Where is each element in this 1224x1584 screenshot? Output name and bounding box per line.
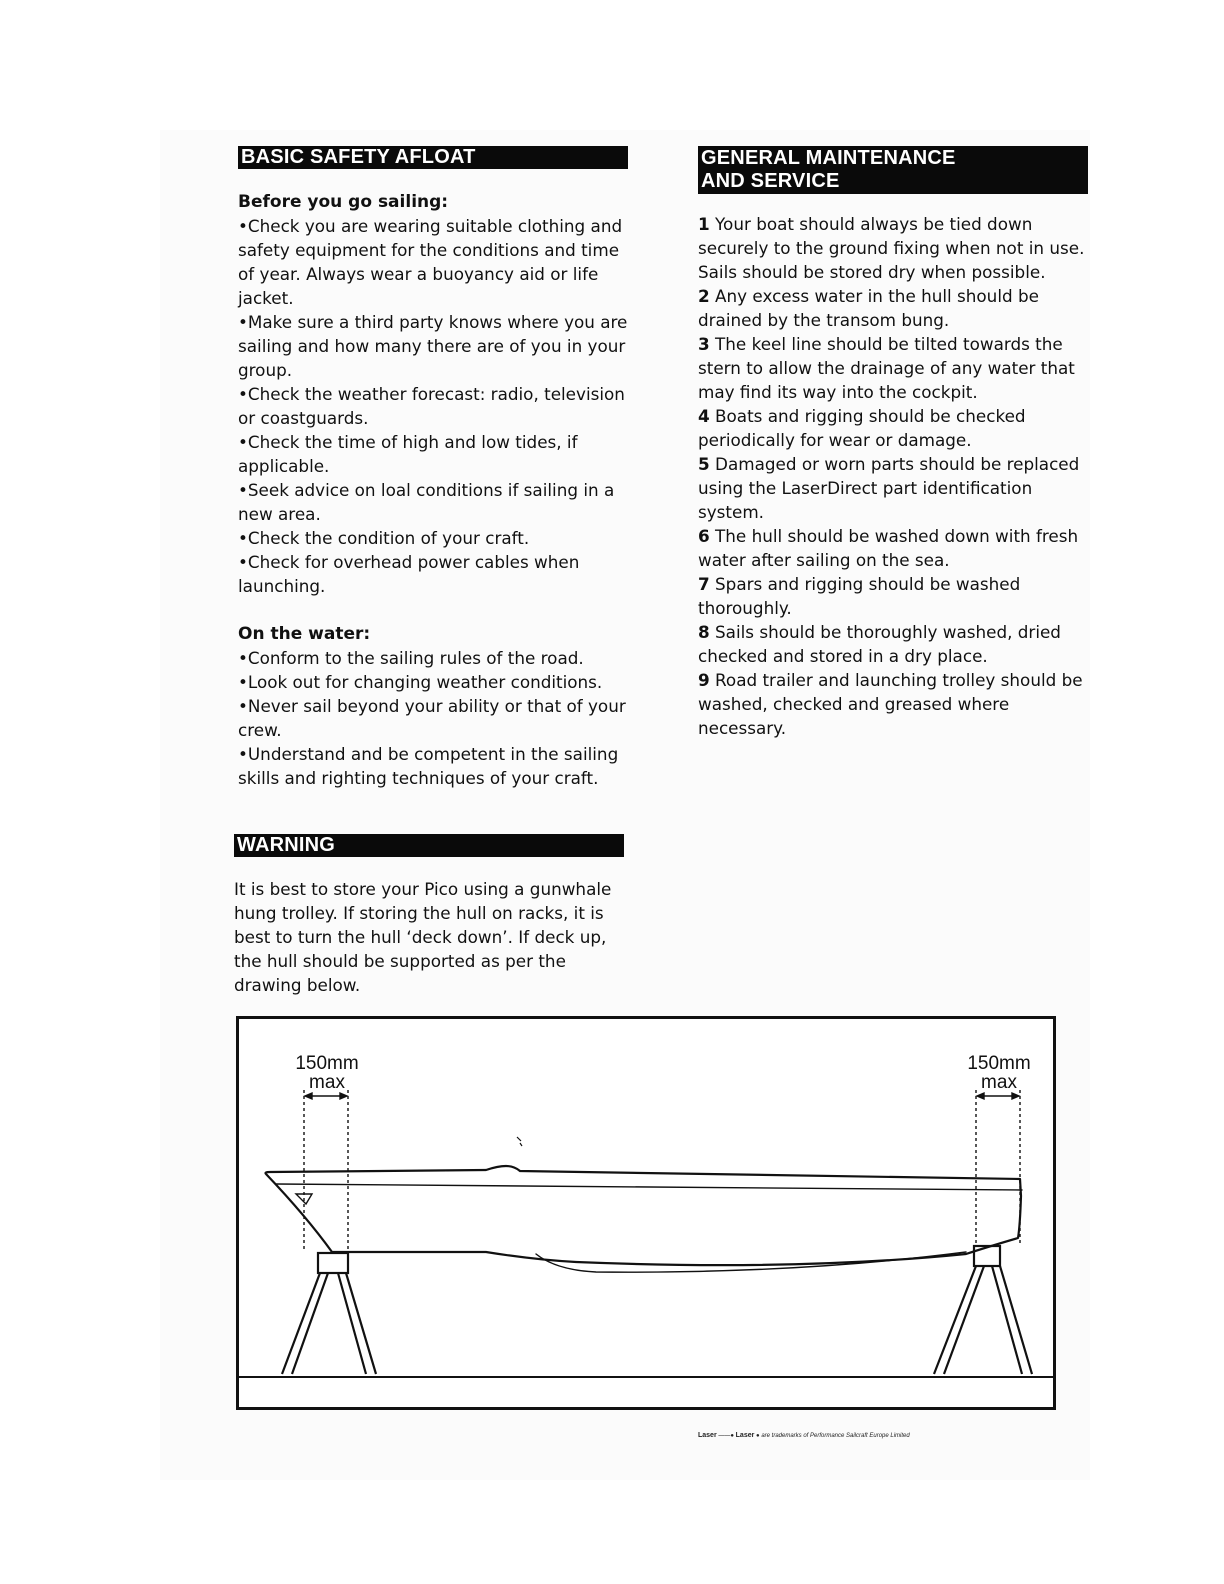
before-line: or coastguards. [238, 408, 369, 428]
left-dimension-qualifier: max [309, 1072, 345, 1093]
item-line: Sails should be thoroughly washed, dried [715, 622, 1061, 642]
item-line: Any excess water in the hull should be [715, 286, 1039, 306]
right-dimension-qualifier: max [981, 1072, 1017, 1093]
warning-line: best to turn the hull ‘deck down’. If deck up, [234, 927, 607, 947]
before-line: group. [238, 360, 293, 380]
safety-column [238, 146, 628, 790]
water-line: •Understand and be competent in the sailing [238, 744, 619, 764]
footer-separator-icon: ——● [718, 1433, 734, 1439]
item-number: 2 [698, 286, 710, 306]
item-line: thoroughly. [698, 598, 792, 618]
before-line: •Seek advice on loal conditions if sailing in a [238, 480, 615, 500]
item-number: 7 [698, 574, 710, 594]
maintenance-item [698, 452, 1088, 524]
before-line: •Check the weather forecast: radio, television [238, 384, 625, 404]
maintenance-item [698, 212, 1088, 284]
item-line: Road trailer and launching trolley should be [715, 670, 1083, 690]
maintenance-item [698, 620, 1088, 668]
maintenance-item [698, 668, 1088, 740]
laser-logo-2: Laser [735, 1432, 755, 1439]
maintenance-heading [698, 146, 1088, 194]
item-line: may find its way into the cockpit. [698, 382, 978, 402]
maintenance-item [698, 572, 1088, 620]
right-dimension-value: 150mm [967, 1053, 1031, 1074]
item-line: Sails should be stored dry when possible. [698, 262, 1046, 282]
before-line: •Check the time of high and low tides, if [238, 432, 578, 452]
item-number: 6 [698, 526, 710, 546]
water-line: •Conform to the sailing rules of the road. [238, 648, 584, 668]
left-dimension-value: 150mm [295, 1053, 359, 1074]
trademark-text: are trademarks of Performance Sailcraft Europe Limited [761, 1433, 910, 1439]
before-line: safety equipment for the conditions and time [238, 240, 620, 260]
before-line: of year. Always wear a buoyancy aid or life [238, 264, 599, 284]
item-line: periodically for wear or damage. [698, 430, 972, 450]
hull-support-drawing [236, 1016, 1056, 1410]
maintenance-item [698, 284, 1088, 332]
maintenance-item [698, 524, 1088, 572]
item-line: The hull should be washed down with fresh [715, 526, 1079, 546]
item-line: system. [698, 502, 765, 522]
item-line: checked and stored in a dry place. [698, 646, 988, 666]
item-number: 3 [698, 334, 710, 354]
item-line: Your boat should always be tied down [715, 214, 1033, 234]
item-line: Boats and rigging should be checked [715, 406, 1026, 426]
left-dimension-label [282, 1054, 372, 1092]
water-line: crew. [238, 720, 282, 740]
item-line: drained by the transom bung. [698, 310, 950, 330]
right-dimension-label [954, 1054, 1044, 1092]
before-sailing-list [238, 214, 628, 598]
maintenance-item [698, 404, 1088, 452]
item-line: Spars and rigging should be washed [715, 574, 1021, 594]
before-line: •Check the condition of your craft. [238, 528, 530, 548]
safety-heading: BASIC SAFETY AFLOAT [238, 146, 628, 169]
maintenance-heading-line1: GENERAL MAINTENANCE [701, 147, 956, 169]
warning-line: hung trolley. If storing the hull on racks, it is [234, 903, 604, 923]
item-number: 8 [698, 622, 710, 642]
warning-heading: WARNING [234, 834, 624, 857]
item-line: The keel line should be tilted towards the [715, 334, 1063, 354]
item-line: washed, checked and greased where necessary. [698, 694, 1010, 738]
warning-line: drawing below. [234, 975, 361, 995]
warning-section [234, 834, 624, 997]
water-line: •Look out for changing weather conditions. [238, 672, 603, 692]
laser-logo: Laser [698, 1432, 717, 1439]
before-line: new area. [238, 504, 321, 524]
item-number: 1 [698, 214, 710, 234]
item-number: 5 [698, 454, 710, 474]
footer-dot-icon: ● [756, 1433, 760, 1439]
item-line: Damaged or worn parts should be replaced [715, 454, 1080, 474]
maintenance-item [698, 332, 1088, 404]
item-number: 9 [698, 670, 710, 690]
item-line: using the LaserDirect part identification [698, 478, 1033, 498]
maintenance-list [698, 212, 1088, 740]
warning-text [234, 877, 624, 997]
item-number: 4 [698, 406, 710, 426]
warning-line: It is best to store your Pico using a gunwhale [234, 879, 612, 899]
before-line: applicable. [238, 456, 330, 476]
before-line: launching. [238, 576, 326, 596]
warning-line: the hull should be supported as per the [234, 951, 566, 971]
before-line: •Check you are wearing suitable clothing and [238, 216, 623, 236]
before-line: •Check for overhead power cables when [238, 552, 580, 572]
trademark-footer [698, 1432, 998, 1439]
water-line: •Never sail beyond your ability or that of your [238, 696, 626, 716]
on-the-water-list [238, 646, 628, 790]
before-line: sailing and how many there are of you in your [238, 336, 626, 356]
before-sailing-title: Before you go sailing: [238, 192, 449, 212]
maintenance-column [698, 146, 1088, 740]
before-line: •Make sure a third party knows where you are [238, 312, 628, 332]
before-line: jacket. [238, 288, 294, 308]
water-line: skills and righting techniques of your craft. [238, 768, 599, 788]
maintenance-heading-line2: AND SERVICE [701, 170, 840, 192]
on-the-water-title: On the water: [238, 624, 371, 644]
item-line: securely to the ground fixing when not in use. [698, 238, 1085, 258]
item-line: stern to allow the drainage of any water that [698, 358, 1075, 378]
item-line: water after sailing on the sea. [698, 550, 950, 570]
